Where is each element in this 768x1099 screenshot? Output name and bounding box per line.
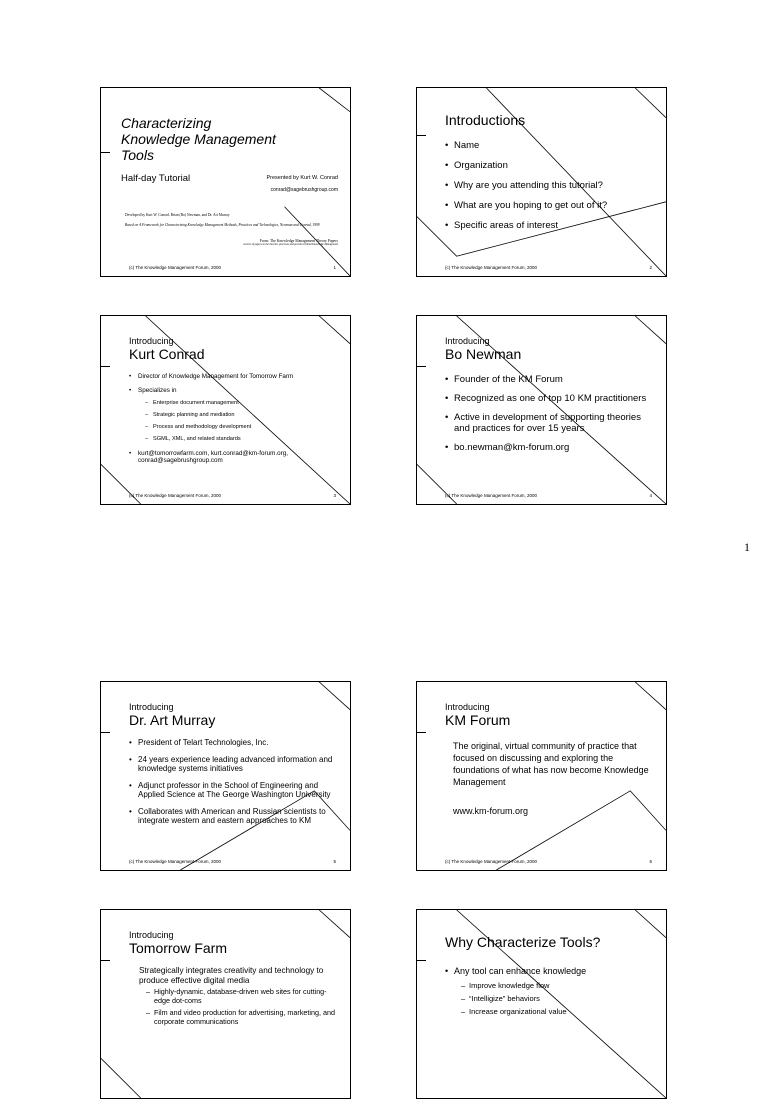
list-item-label: Specializes in [138,386,177,394]
slide-title: Dr. Art Murray [129,712,216,728]
list-item: • Name [445,140,654,152]
developed-by: Developed by Kurt W. Conrad, Brian (Bo) Newman, and Dr. Art Murray [125,213,230,217]
slide-4 [416,315,667,505]
slide-footer: (c) The Knowledge Management Forum, 2000 [445,493,537,498]
from-sub: A series of papers on the theories, processes and practices behind Knowledge Management [243,243,338,246]
slide-title: Why Characterize Tools? [445,934,601,950]
list-item: • Adjunct professor in the School of Engineering and Applied Science at The George Washington University [129,781,338,800]
slide-7 [100,909,351,1099]
slide-title: Bo Newman [445,346,522,362]
sub-item: – Increase organizational value [461,1005,654,1018]
page-number: 1 [744,540,750,554]
email: conrad@sagebrushgroup.com [270,187,338,193]
sub-item: – Improve knowledge flow [461,979,654,992]
sub-item: – “Intelligize” behaviors [461,992,654,1005]
slide-pretitle: Introducing [129,336,174,346]
list-item-label: Any tool can enhance knowledge [454,966,587,976]
sub-item: – SGML, XML, and related standards [145,433,338,445]
list-item [129,387,338,445]
slide-title: Tomorrow Farm [129,940,228,956]
slide-pretitle: Introducing [129,702,174,712]
list-item: • Why are you attending this tutorial? [445,180,654,192]
list-item [445,966,654,1018]
slide-title: Characterizing Knowledge Management Tools [121,115,276,163]
list-item: • Active in development of supporting theories and practices for over 15 years [445,412,654,434]
list-item: • Founder of the KM Forum [445,374,654,385]
slide-3 [100,315,351,505]
slide-footer: (c) The Knowledge Management Forum, 2000 [129,265,221,270]
slide-pretitle: Introducing [445,702,490,712]
km-forum-link: www.km-forum.org [453,806,529,816]
list-item: • Specific areas of interest [445,220,654,232]
slide-paragraph: Strategically integrates creativity and technology to produce effective digital media [139,966,324,985]
slide-number: 1 [333,265,336,270]
slide-2 [416,87,667,277]
sub-item: – Process and methodology development [145,421,338,433]
slide-5 [100,681,351,871]
slide-title: KM Forum [445,712,511,728]
slide-footer: (c) The Knowledge Management Forum, 2000 [445,859,537,864]
sub-item: – Strategic planning and mediation [145,409,338,421]
sub-item: – Highly-dynamic, database-driven web sites for cutting-edge dot-coms [146,988,338,1005]
slide-footer: (c) The Knowledge Management Forum, 2000 [445,265,537,270]
based-on: Based on A Framework for Characterizing Knowledge Management Methods, Practices and Technologies, Newman and Conrad, 1999 [125,223,320,227]
slide-number: 4 [649,493,652,498]
list-item: • bo.newman@km-forum.org [445,442,654,453]
list-item: • Collaborates with American and Russian scientists to integrate western and eastern approaches to KM [129,807,338,826]
slide-paragraph: The original, virtual community of practice that focused on discussing and exploring the foundations of what has now become Knowledge Management [453,741,649,787]
slide-8 [416,909,667,1099]
list-item: • President of Telart Technologies, Inc. [129,738,338,748]
slide-pretitle: Introducing [445,336,490,346]
presenter: Presented by Kurt W. Conrad [266,175,338,181]
slide-6 [416,681,667,871]
slide-footer: (c) The Knowledge Management Forum, 2000 [129,493,221,498]
slide-title: Kurt Conrad [129,346,205,362]
sub-item: – Film and video production for advertising, marketing, and corporate communications [146,1009,338,1026]
list-item: • 24 years experience leading advanced information and knowledge systems initiatives [129,755,338,774]
list-item: • kurt@tomorrowfarm.com, kurt.conrad@km-forum.org, conrad@sagebrushgroup.com [129,450,338,466]
slide-number: 3 [333,493,336,498]
slide-footer: (c) The Knowledge Management Forum, 2000 [129,859,221,864]
slide-title: Introductions [445,112,526,128]
list-item: • Organization [445,160,654,172]
slide-number: 2 [649,265,652,270]
slide-subtitle: Half-day Tutorial [121,173,191,184]
list-item: • What are you hoping to get out of it? [445,200,654,212]
list-item: • Recognized as one of top 10 KM practitioners [445,393,654,404]
from: From: The Knowledge Management Theory Papers [259,239,338,243]
slide-number: 6 [649,859,652,864]
list-item: • Director of Knowledge Management for Tomorrow Farm [129,373,338,381]
slide-number: 5 [333,859,336,864]
sub-item: – Enterprise document management [145,397,338,409]
slide-1 [100,87,351,277]
slide-pretitle: Introducing [129,930,174,940]
